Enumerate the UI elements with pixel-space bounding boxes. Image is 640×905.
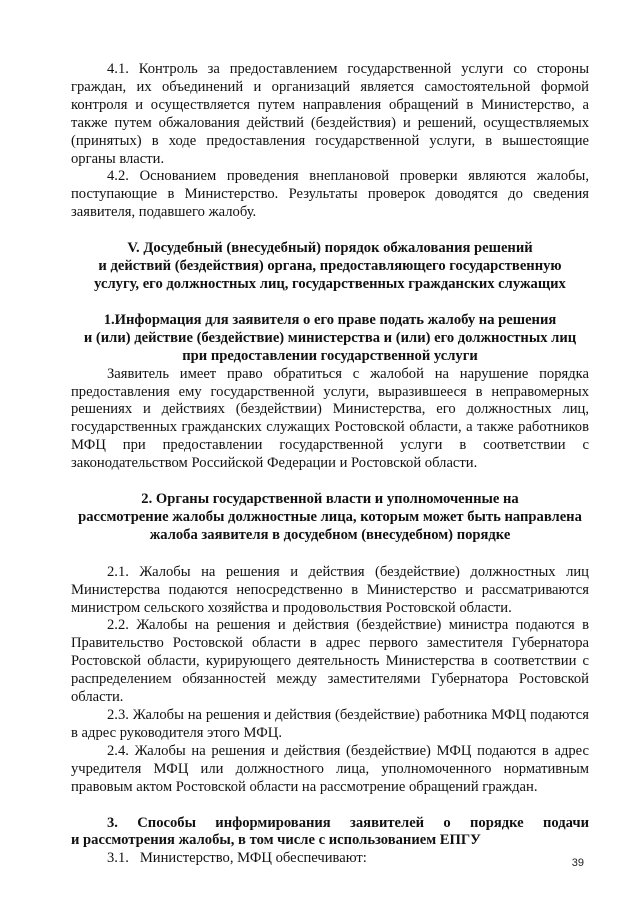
section-5-heading	[71, 240, 589, 294]
subsection-2-heading-line: жалоба заявителя в досудебном (внесудебном) порядке	[149, 526, 511, 543]
section-5-heading-line: услугу, его должностных лиц, государственных гражданских служащих	[94, 275, 566, 292]
document-body	[71, 61, 589, 868]
paragraph-2-2: 2.2. Жалобы на решения и действия (бездействие) министра подаются в Правительство Ростовской области в адрес первого заместителя Губернатора Ростовской области, курирующего деятельность Министерства в соответствии с распределением обязанностей между заместителями Губернатора Ростовской области.	[71, 617, 589, 706]
paragraph-complaint-right: Заявитель имеет право обратиться с жалобой на нарушение порядка предоставления ему государственной услуги, выразившееся в неправомерных решениях и действиях (бездействии) Министерства, его должностных лиц, государственных гражданских служащих Ростовской области, а также работников МФЦ при предоставлении государственной услуги в соответствии с законодательством Российской Федерации и Ростовской области.	[71, 365, 589, 472]
paragraph-4-2: 4.2. Основанием проведения внеплановой проверки являются жалобы, поступающие в Министерство. Результаты проверок доводятся до сведения заявителя, подавшего жалобу.	[71, 168, 589, 221]
section-5-heading-line: V. Досудебный (внесудебный) порядок обжалования решений	[127, 240, 533, 257]
subsection-3-heading-line: 3. Способы информирования заявителей о порядке подачи	[107, 814, 589, 831]
subsection-1-heading-line: и (или) действие (бездействие) министерства и (или) его должностных лиц	[83, 329, 577, 346]
paragraph-4-1: 4.1. Контроль за предоставлением государственной услуги со стороны граждан, их объединений и организаций является самостоятельной формой контроля и осуществляется путем направления обращений в Министерство, а также путем обжалования действий (бездействия) и решений, осуществляемых (принятых) в ходе предоставления государственной услуги, в вышестоящие органы власти.	[71, 61, 589, 167]
paragraph-2-3: 2.3. Жалобы на решения и действия (бездействие) работника МФЦ подаются в адрес руководителя этого МФЦ.	[71, 707, 589, 741]
paragraph-3-1: 3.1. Министерство, МФЦ обеспечивают:	[107, 850, 367, 867]
subsection-2-heading	[71, 491, 589, 545]
subsection-3-heading-line: и рассмотрения жалобы, в том числе с использованием ЕПГУ	[71, 832, 481, 849]
paragraph-2-1: 2.1. Жалобы на решения и действия (бездействие) должностных лиц Министерства подаются непосредственно в Министерство и рассматриваются министром сельского хозяйства и продовольствия Ростовской области.	[71, 563, 589, 616]
subsection-1-heading-line: 1.Информация для заявителя о его праве подать жалобу на решения	[103, 311, 557, 328]
section-5-heading-line: и действий (бездействия) органа, предоставляющего государственную	[98, 258, 562, 275]
paragraph-2-4: 2.4. Жалобы на решения и действия (бездействие) МФЦ подаются в адрес учредителя МФЦ или должностного лица, уполномоченного нормативным правовым актом Ростовской области на рассмотрение обращений граждан.	[71, 742, 589, 795]
subsection-1-heading	[71, 312, 589, 366]
subsection-3-heading	[71, 815, 589, 851]
subsection-2-heading-line: 2. Органы государственной власти и уполномоченные на	[141, 491, 519, 508]
subsection-1-heading-line: при предоставлении государственной услуги	[182, 347, 478, 364]
subsection-2-heading-line: рассмотрение жалобы должностные лица, которым может быть направлена	[78, 508, 582, 525]
page-number: 39	[571, 857, 584, 869]
